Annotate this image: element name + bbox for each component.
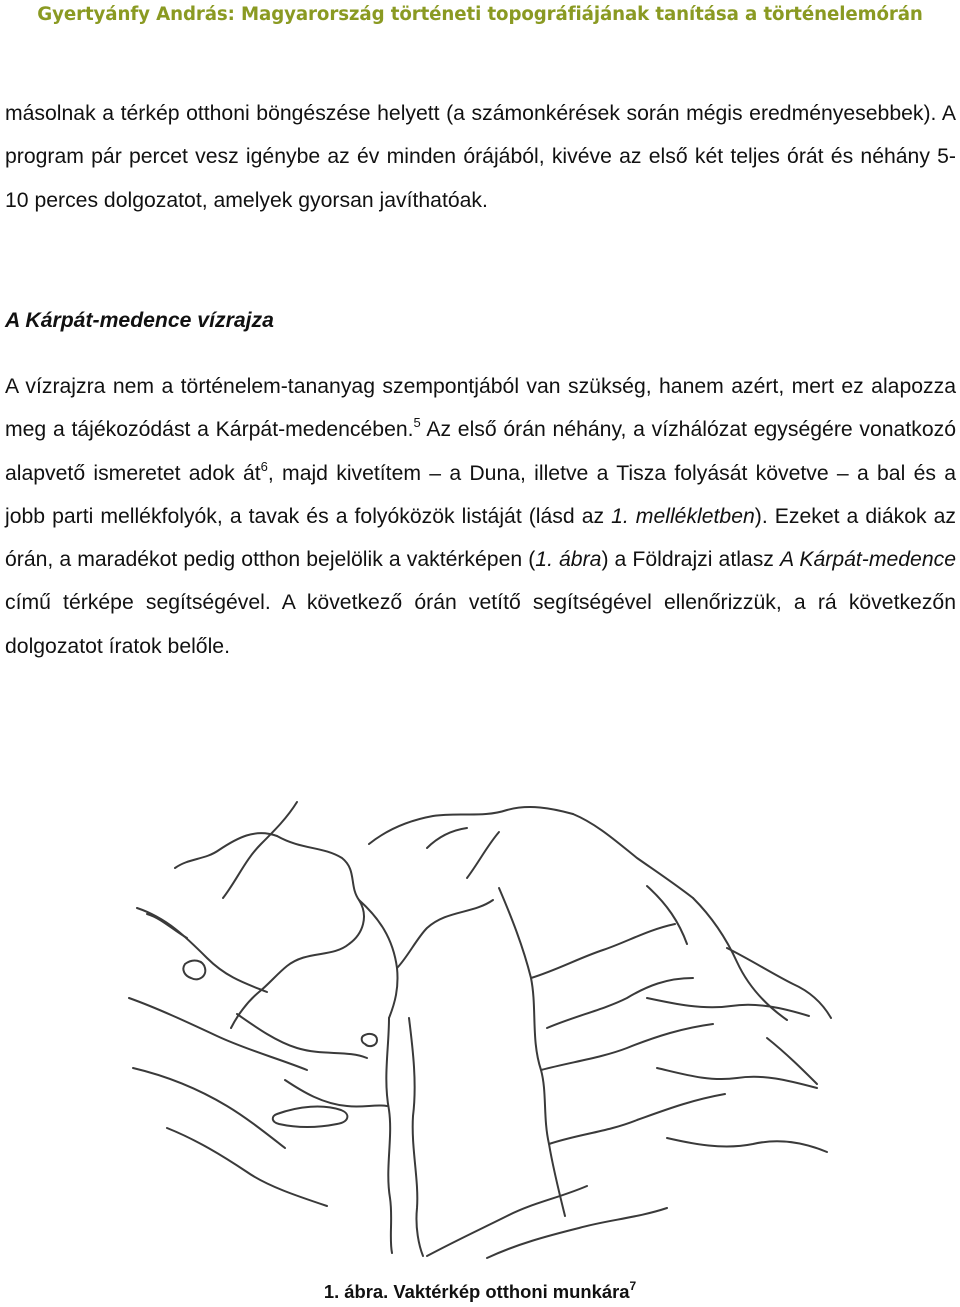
running-header: Gyertyánfy András: Magyarország történeti topográfiájának tanítása a történelemórán (37, 4, 923, 25)
river-line (647, 998, 809, 1016)
river-line (657, 1068, 817, 1088)
river-line (231, 836, 364, 1028)
figure-caption-text: 1. ábra. Vaktérkép otthoni munkára (323, 1281, 630, 1302)
lake-outline (183, 961, 205, 980)
river-line (487, 1208, 667, 1258)
river-line (667, 1138, 827, 1152)
river-line (223, 802, 297, 898)
river-line (137, 908, 267, 992)
river-line (499, 888, 565, 1216)
river-line (573, 814, 693, 898)
figure-caption (0, 1281, 960, 1303)
footnote-ref-5[interactable]: 5 (413, 415, 421, 431)
river-line (285, 1080, 387, 1107)
river-line (133, 1068, 285, 1148)
river-line (693, 898, 787, 1020)
atlas-map-title: A Kárpát-medence (779, 548, 957, 572)
paragraph-text-4: ). Ezeket a diákok az órán, a maradékot pedig otthon bejelölik a vaktérképen ( (5, 504, 957, 572)
footnote-ref-7[interactable]: 7 (629, 1279, 637, 1293)
river-line (147, 914, 187, 938)
river-line (409, 1018, 423, 1256)
footnote-ref-6[interactable]: 6 (260, 458, 268, 474)
river-line (647, 886, 687, 944)
river-line (427, 828, 467, 848)
river-line (427, 1186, 587, 1256)
river-line (397, 900, 493, 968)
paragraph-text-2: Az első órán néhány, a vízhálózat egységére vonatkozó alapvető ismeretet adok át (5, 418, 956, 485)
river-line (467, 832, 499, 878)
annex-reference: 1. mellékletben (611, 504, 755, 528)
lake-outline (273, 1107, 348, 1127)
river-line (767, 1038, 817, 1084)
river-line (129, 998, 307, 1070)
river-line (549, 1094, 725, 1144)
paragraph-text-5: ) a Földrajzi atlasz (601, 548, 780, 572)
paragraph-hydrography (5, 365, 956, 668)
paragraph-continuation: másolnak a térkép otthoni böngészése helyett (a számonkérések során mégis eredményesebbek). A program pár percet vesz igénybe az év minden órájából, kivéve az első két teljes órát és néhány 5-10 perces dolgozatot, amelyek gyorsan javíthatóak. (5, 102, 956, 212)
lake-outline (362, 1034, 377, 1046)
river-line (541, 1024, 713, 1070)
river-line (531, 924, 675, 978)
river-line (175, 833, 277, 868)
section-heading: A Kárpát-medence vízrajza (5, 309, 274, 332)
river-line (167, 1128, 327, 1206)
paragraph-text-6: című térképe segítségével. A következő órán vetítő segítségével ellenőrizzük, a rá következőn dolgozatot íratok belőle. (5, 591, 956, 658)
river-line (386, 1018, 392, 1253)
figure-reference: 1. ábra (535, 548, 602, 572)
paragraph-text-3: , majd kivetítem – a Duna, illetve a Tisza folyását követve – a bal és a jobb parti mellékfolyók, a tavak és a folyóközök listáját (lásd az (5, 461, 956, 528)
paragraph-text-1: A vízrajzra nem a történelem-tananyag szempontjából van szükség, hanem azért, mert ez alapozza meg a tájékozódást a Kárpát-medencében. (5, 375, 956, 442)
blank-river-map-figure (127, 788, 835, 1260)
river-line (369, 807, 573, 844)
river-network-drawing (127, 788, 835, 1260)
